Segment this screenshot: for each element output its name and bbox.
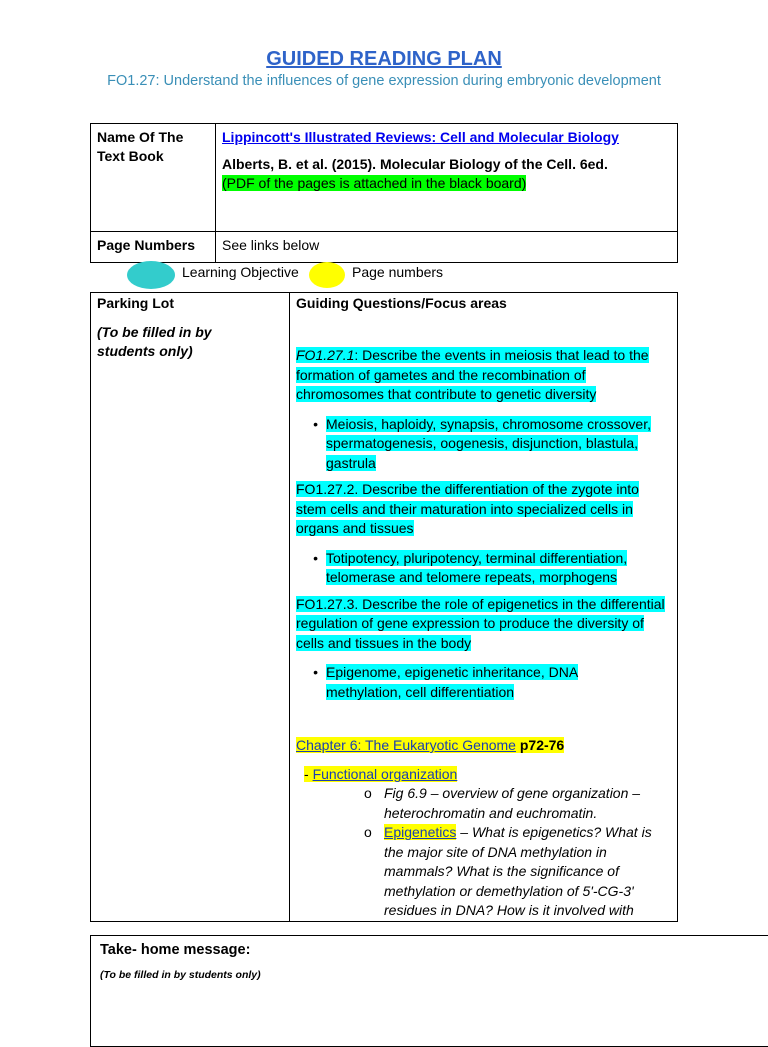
section-heading — [304, 765, 671, 785]
page-numbers-swatch — [309, 262, 345, 288]
take-home-box — [90, 935, 768, 1047]
textbook-name-label: Name Of The Text Book — [91, 124, 216, 232]
objective-2 — [296, 480, 671, 539]
bullet-glyph: • — [313, 549, 318, 566]
page-subtitle: FO1.27: Understand the influences of gene expression during embryonic development — [107, 73, 661, 89]
guiding-questions-cell — [290, 293, 678, 922]
subitem-fig — [364, 784, 664, 823]
learning-objective-swatch — [127, 261, 175, 289]
textbook-cell — [216, 124, 678, 232]
subitem-epigenetics — [364, 823, 664, 921]
objective-2-topics: Totipotency, pluripotency, terminal differentiation, telomerase and telomere repeats, morphogens — [326, 549, 628, 585]
parking-lot-header: Parking Lot — [97, 295, 175, 311]
section-subitems — [364, 784, 664, 921]
objective-3 — [296, 595, 671, 654]
objective-3-bullet — [296, 663, 671, 702]
sub-bullet-glyph: o — [364, 824, 372, 840]
objective-3-text: . Describe the role of epigenetics in the differential regulation of gene expression to produce the diversity of cells and tissues in the body — [296, 595, 665, 651]
chapter-link[interactable]: Chapter 6: The Eukaryotic Genome — [296, 737, 516, 753]
subitem-epigenetics-text: – What is epigenetics? What is the major site of DNA methylation in mammals? What is the significance of methylation or demethylation of 5'-CG-3' residues in DNA? How is it involved with — [384, 824, 652, 918]
take-home-note: (To be filled in by students only) — [100, 969, 261, 981]
section-dash: - — [304, 765, 313, 782]
learning-objective-legend: Learning Objective — [182, 264, 299, 280]
objective-3-topics: Epigenome, epigenetic inheritance, DNA methylation, cell differentiation — [326, 664, 579, 700]
color-legend — [0, 260, 768, 290]
objective-2-text: . Describe the differentiation of the zygote into stem cells and their maturation into specialized cells in organs and tissues — [296, 481, 639, 536]
objective-3-code: FO1.27.3 — [296, 595, 355, 612]
textbook-table — [90, 123, 678, 263]
guiding-questions-header: Guiding Questions/Focus areas — [296, 295, 507, 311]
bullet-glyph: • — [313, 664, 318, 680]
alberts-reference: Alberts, B. et al. (2015). Molecular Biology of the Cell. 6ed. — [222, 156, 608, 172]
page-numbers-value: See links below — [216, 232, 678, 263]
parking-lot-cell — [91, 293, 290, 922]
objective-2-code: FO1.27.2 — [296, 481, 355, 497]
objective-1-topics: Meiosis, haploidy, synapsis, chromosome crossover, spermatogenesis, oogenesis, disjunction, blastula, gastrula — [326, 415, 651, 471]
section-link[interactable]: Functional organization — [312, 765, 458, 782]
lippincott-link[interactable]: Lippincott's Illustrated Reviews: Cell and Molecular Biology — [222, 129, 619, 145]
subitem-fig-text: Fig 6.9 – overview of gene organization – heterochromatin and euchromatin. — [384, 785, 641, 821]
page-title: GUIDED READING PLAN — [266, 48, 502, 70]
take-home-title: Take- home message: — [100, 942, 251, 958]
chapter-reference — [296, 736, 671, 756]
parking-lot-note: (To be filled in by students only) — [97, 324, 212, 359]
page-numbers-legend: Page numbers — [352, 264, 444, 280]
objective-2-bullet — [296, 549, 671, 588]
objective-1-bullet — [296, 415, 671, 474]
pdf-note: (PDF of the pages is attached in the black board) — [222, 175, 527, 191]
objective-1 — [296, 346, 671, 405]
sub-bullet-glyph: o — [364, 785, 372, 801]
objective-1-code: FO1.27.1 — [296, 347, 355, 363]
objective-1-text: : Describe the events in meiosis that lead to the formation of gametes and the recombination of chromosomes that contribute to genetic diversity — [296, 347, 649, 402]
epigenetics-link[interactable]: Epigenetics — [384, 824, 457, 840]
page-numbers-label: Page Numbers — [91, 232, 216, 263]
bullet-glyph: • — [313, 415, 318, 432]
guided-plan-table — [90, 292, 678, 922]
chapter-pages: p72-76 — [519, 737, 565, 753]
